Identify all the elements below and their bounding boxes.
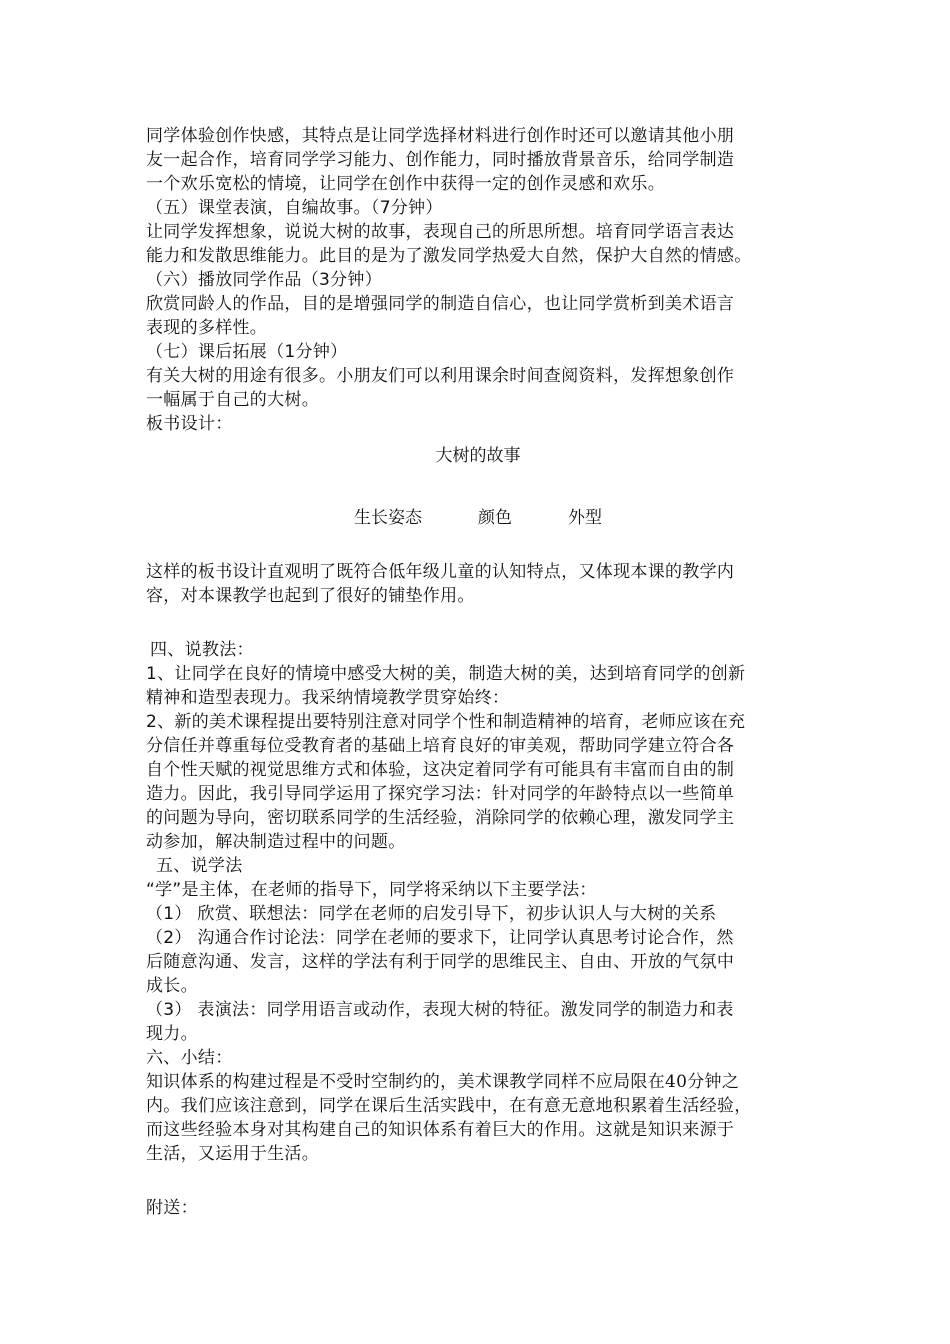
lesson-steps xyxy=(146,124,810,436)
step-heading: （七）课后拓展（1分钟） xyxy=(146,342,348,362)
appendix-label: 附送： xyxy=(146,1198,198,1218)
text-line: 让同学发挥想象，说说大树的故事，表现自己的所思所想。培育同学语言表达 xyxy=(146,222,735,242)
text-line: 后随意沟通、发言，这样的学法有利于同学的思维民主、自由、开放的气氛中 xyxy=(146,952,735,972)
text-line: 分信任并尊重每位受教育者的基础上培育良好的审美观，帮助同学建立符合各 xyxy=(146,736,735,756)
board-item: 颜色 xyxy=(478,508,512,528)
text-line: “学”是主体，在老师的指导下，同学将采纳以下主要学法： xyxy=(146,880,597,900)
section-heading-teaching-method: 四、说教法： xyxy=(150,640,254,660)
text-line: 友一起合作，培育同学学习能力、创作能力，同时播放背景音乐，给同学制造 xyxy=(146,150,735,170)
step-heading: （六）播放同学作品（3分钟） xyxy=(146,270,383,290)
text-line: 同学体验创作快感，其特点是让同学选择材料进行创作时还可以邀请其他小朋 xyxy=(146,126,735,146)
text-line: 内。我们应该注意到，同学在课后生活实践中，在有意无意地积累着生活经验， xyxy=(146,1096,752,1116)
board-design xyxy=(146,444,810,530)
text-line: （2） 沟通合作讨论法：同学在老师的要求下，让同学认真思考讨论合作，然 xyxy=(146,928,734,948)
text-line: 容，对本课教学也起到了很好的铺垫作用。 xyxy=(146,586,475,606)
learning-method-body xyxy=(146,878,810,1046)
section-heading-learning-method: 五、说学法 xyxy=(156,856,243,876)
text-line: 的问题为导向，密切联系同学的生活经验，消除同学的依赖心理，激发同学主 xyxy=(146,808,735,828)
text-line: 这样的板书设计直观明了既符合低年级儿童的认知特点，又体现本课的教学内 xyxy=(146,562,735,582)
text-line: 欣赏同龄人的作品，目的是增强同学的制造自信心，也让同学赏析到美术语言 xyxy=(146,294,735,314)
text-line: 自个性天赋的视觉思维方式和体验，这决定着同学有可能具有丰富而自由的制 xyxy=(146,760,735,780)
text-line: 动参加，解决制造过程中的问题。 xyxy=(146,832,406,852)
text-line: 能力和发散思维能力。此目的是为了激发同学热爱大自然，保护大自然的情感。 xyxy=(146,246,752,266)
board-item: 生长姿态 xyxy=(354,508,422,528)
text-line: （1） 欣赏、联想法：同学在老师的启发引导下，初步认识人与大树的关系 xyxy=(146,904,717,924)
board-design-label: 板书设计： xyxy=(146,414,233,434)
text-line: （3） 表演法：同学用语言或动作，表现大树的特征。激发同学的制造力和表 xyxy=(146,1000,734,1020)
text-line: 表现的多样性。 xyxy=(146,318,268,338)
text-line: 1、让同学在良好的情境中感受大树的美，制造大树的美，达到培育同学的创新 xyxy=(146,664,746,684)
board-items xyxy=(146,506,810,530)
text-line: 造力。因此，我引导同学运用了探究学习法：针对同学的年龄特点以一些简单 xyxy=(146,784,735,804)
text-line: 知识体系的构建过程是不受时空制约的，美术课教学同样不应局限在40分钟之 xyxy=(146,1072,740,1092)
text-line: 现力。 xyxy=(146,1024,198,1044)
text-line: 精神和造型表现力。我采纳情境教学贯穿始终： xyxy=(146,688,510,708)
text-line: 一个欢乐宽松的情境，让同学在创作中获得一定的创作灵感和欢乐。 xyxy=(146,174,665,194)
text-line: 生活，又运用于生活。 xyxy=(146,1144,319,1164)
text-line: 有关大树的用途有很多。小朋友们可以利用课余时间查阅资料，发挥想象创作 xyxy=(146,366,735,386)
board-title: 大树的故事 xyxy=(435,446,521,466)
board-comment xyxy=(146,560,810,608)
section-heading-summary: 六、小结： xyxy=(146,1048,233,1068)
step-heading: （五）课堂表演，自编故事。（7分钟） xyxy=(146,198,443,218)
summary-body xyxy=(146,1070,810,1166)
text-line: 而这些经验本身对其构建自己的知识体系有着巨大的作用。这就是知识来源于 xyxy=(146,1120,735,1140)
teaching-method-body xyxy=(146,662,810,854)
text-line: 2、新的美术课程提出要特别注意对同学个性和制造精神的培育，老师应该在充 xyxy=(146,712,746,732)
text-line: 成长。 xyxy=(146,976,198,996)
board-item: 外型 xyxy=(568,508,602,528)
text-line: 一幅属于自己的大树。 xyxy=(146,390,319,410)
document-page xyxy=(146,124,810,1220)
